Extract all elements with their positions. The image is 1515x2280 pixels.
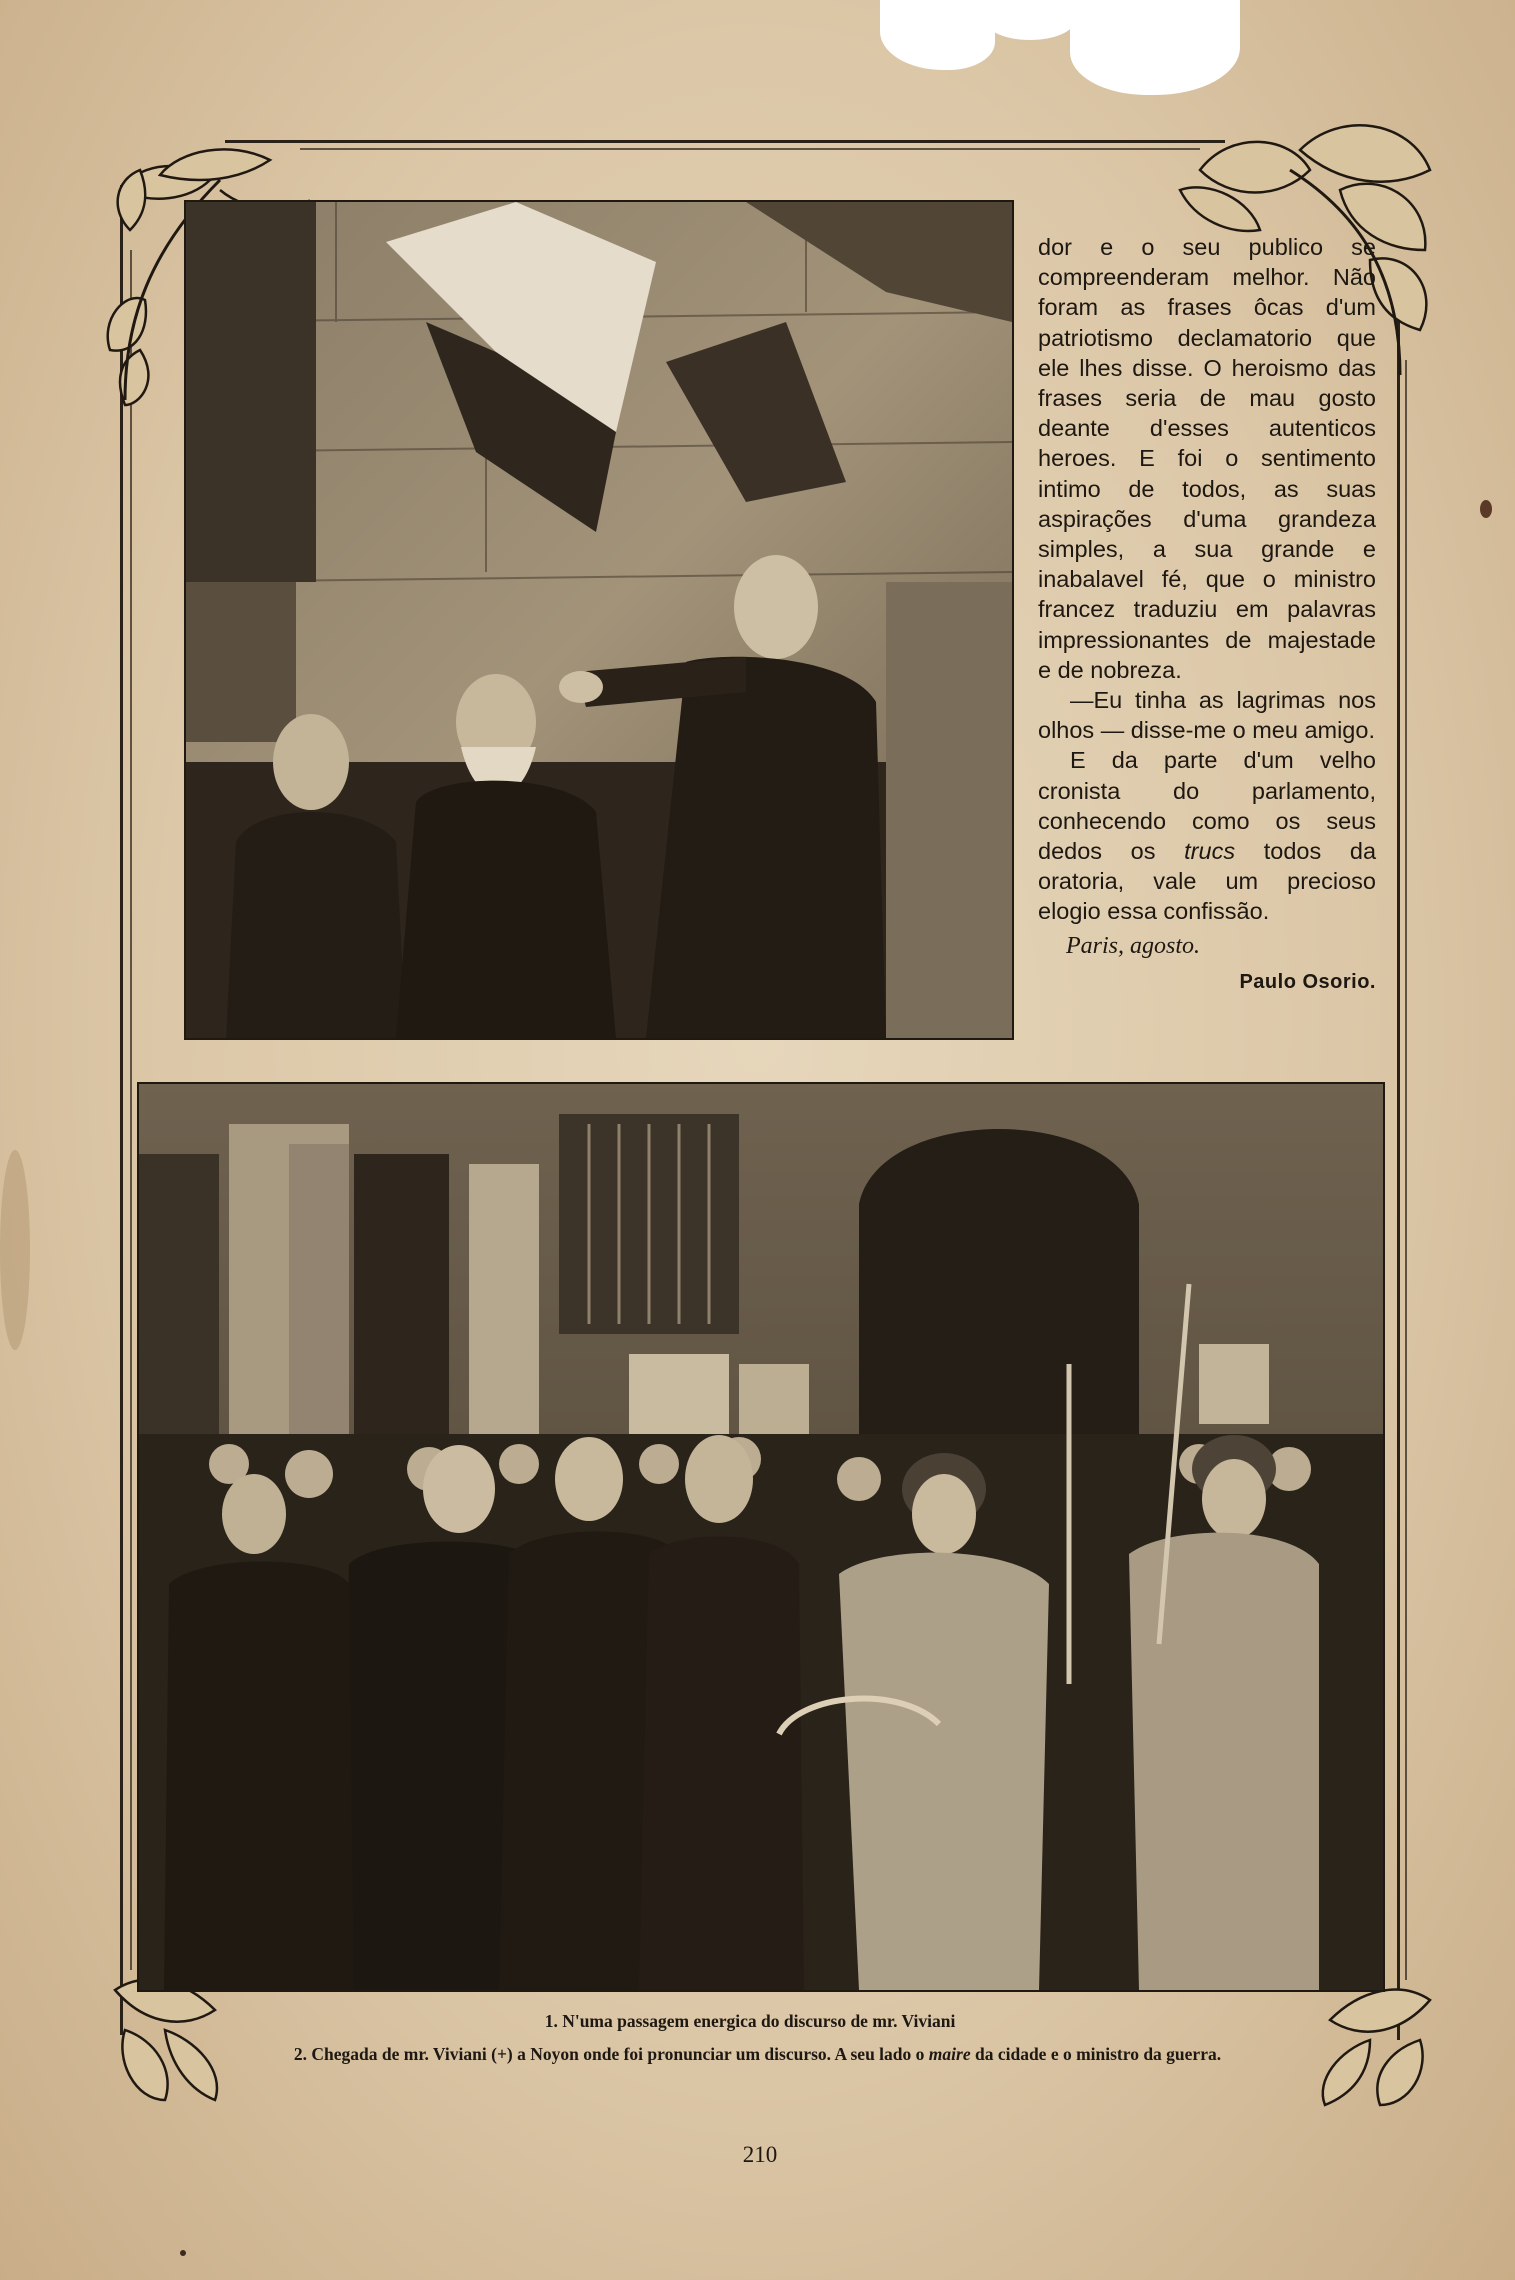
caption-photo-2-start: 2. Chegada de mr. Viviani (+) a Noyon onde foi pronunciar um discurso. A seu lado o (293, 2044, 925, 2064)
frame-left (120, 185, 123, 2035)
article-paragraph-2: —Eu tinha as lagrimas nos olhos — disse-me o meu amigo. (1038, 687, 1376, 744)
caption-photo-2-end: da cidade e o ministro da guerra. (974, 2044, 1222, 2064)
article-paragraph-3-end: todos da oratoria, vale um precioso elogio essa confissão. (1038, 838, 1377, 925)
frame-right-inner (1405, 360, 1407, 1980)
frame-top (225, 140, 1225, 143)
article-column (1038, 232, 1376, 997)
frame-top-inner (300, 148, 1200, 150)
article-byline: Paulo Osorio. (1239, 970, 1376, 993)
caption-photo-1 (195, 2012, 1305, 2031)
stain (1480, 500, 1492, 518)
photo-viviani-speech (184, 200, 1014, 1040)
photo-arrival-noyon (137, 1082, 1385, 1992)
caption-photo-2-italic: maire (928, 2044, 971, 2064)
article-italic-word: trucs (1184, 838, 1236, 865)
torn-edge (1070, 0, 1240, 95)
frame-right (1397, 280, 1400, 2040)
caption-photo-2 (255, 2045, 1260, 2064)
article-paragraph-1: dor e o seu publico se compreenderam melhor. Não foram as frases ôcas d'um patriotismo declamatorio que ele lhes disse. O heroismo das frases seria de mau gosto deante d'esses autenticos heroes. E foi o sentimento intimo de todos, as suas aspirações d'uma grandeza simples, a sua grande e inabalavel fé, que o ministro francez traduziu em palavras impressionantes de majestade e de nobreza. (1038, 234, 1376, 683)
caption-photo-1-text: 1. N'uma passagem energica do discurso de mr. Viviani (544, 2011, 956, 2031)
stain (0, 1150, 30, 1350)
article-paragraph-3 (1038, 745, 1376, 926)
frame-left-inner (130, 250, 132, 1970)
page-number: 210 (742, 2142, 778, 2167)
torn-edge (880, 0, 995, 70)
article-dateline: Paris, agosto. (1066, 932, 1201, 959)
torn-edge (985, 0, 1075, 40)
article-paragraph-3-start: E da parte d'um velho cronista do parlamento, conhecendo como os seus dedos os (1038, 747, 1376, 865)
stain (180, 2250, 186, 2256)
floral-ornament-bottom-right (1300, 1980, 1440, 2110)
